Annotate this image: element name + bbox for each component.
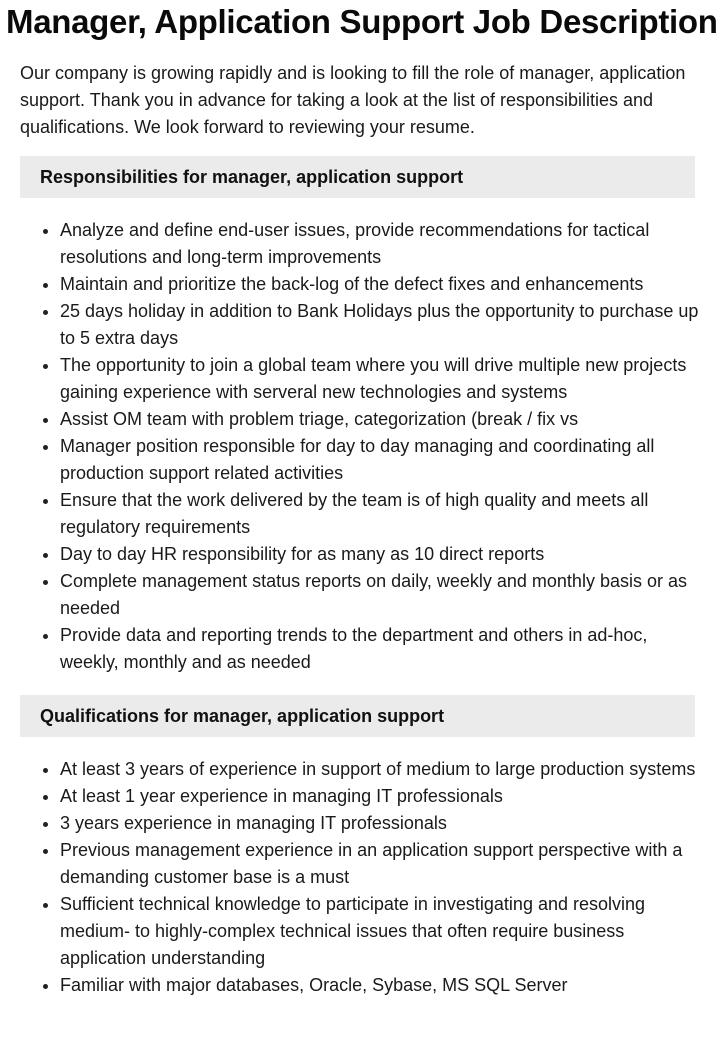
list-item: Analyze and define end-user issues, provide recommendations for tactical resolutions and long-term improvements [60, 217, 700, 271]
list-item: Complete management status reports on daily, weekly and monthly basis or as needed [60, 568, 700, 622]
list-item: Sufficient technical knowledge to participate in investigating and resolving medium- to highly-complex technical issues that often require business application understanding [60, 891, 700, 972]
list-item: Familiar with major databases, Oracle, Sybase, MS SQL Server [60, 972, 700, 999]
list-item: Day to day HR responsibility for as many as 10 direct reports [60, 541, 700, 568]
qualifications-heading: Qualifications for manager, application support [20, 695, 695, 737]
page-title: Manager, Application Support Job Description [6, 3, 718, 40]
responsibilities-list [20, 217, 700, 676]
intro-paragraph: Our company is growing rapidly and is looking to fill the role of manager, application support. Thank you in advance for taking a look at the list of responsibilities and qualifications. We look forward to reviewing your resume. [20, 63, 686, 137]
list-item: Manager position responsible for day to day managing and coordinating all production support related activities [60, 433, 700, 487]
list-item: 3 years experience in managing IT professionals [60, 810, 700, 837]
list-item: Maintain and prioritize the back-log of the defect fixes and enhancements [60, 271, 700, 298]
list-item: Ensure that the work delivered by the team is of high quality and meets all regulatory requirements [60, 487, 700, 541]
list-item: Provide data and reporting trends to the department and others in ad-hoc, weekly, monthly and as needed [60, 622, 700, 676]
qualifications-list [20, 756, 700, 999]
list-item: Assist OM team with problem triage, categorization (break / fix vs [60, 406, 700, 433]
list-item: 25 days holiday in addition to Bank Holidays plus the opportunity to purchase up to 5 extra days [60, 298, 700, 352]
list-item: The opportunity to join a global team where you will drive multiple new projects gaining experience with serveral new technologies and systems [60, 352, 700, 406]
list-item: Previous management experience in an application support perspective with a demanding customer base is a must [60, 837, 700, 891]
list-item: At least 3 years of experience in support of medium to large production systems [60, 756, 700, 783]
list-item: At least 1 year experience in managing IT professionals [60, 783, 700, 810]
responsibilities-heading: Responsibilities for manager, application support [20, 156, 695, 198]
